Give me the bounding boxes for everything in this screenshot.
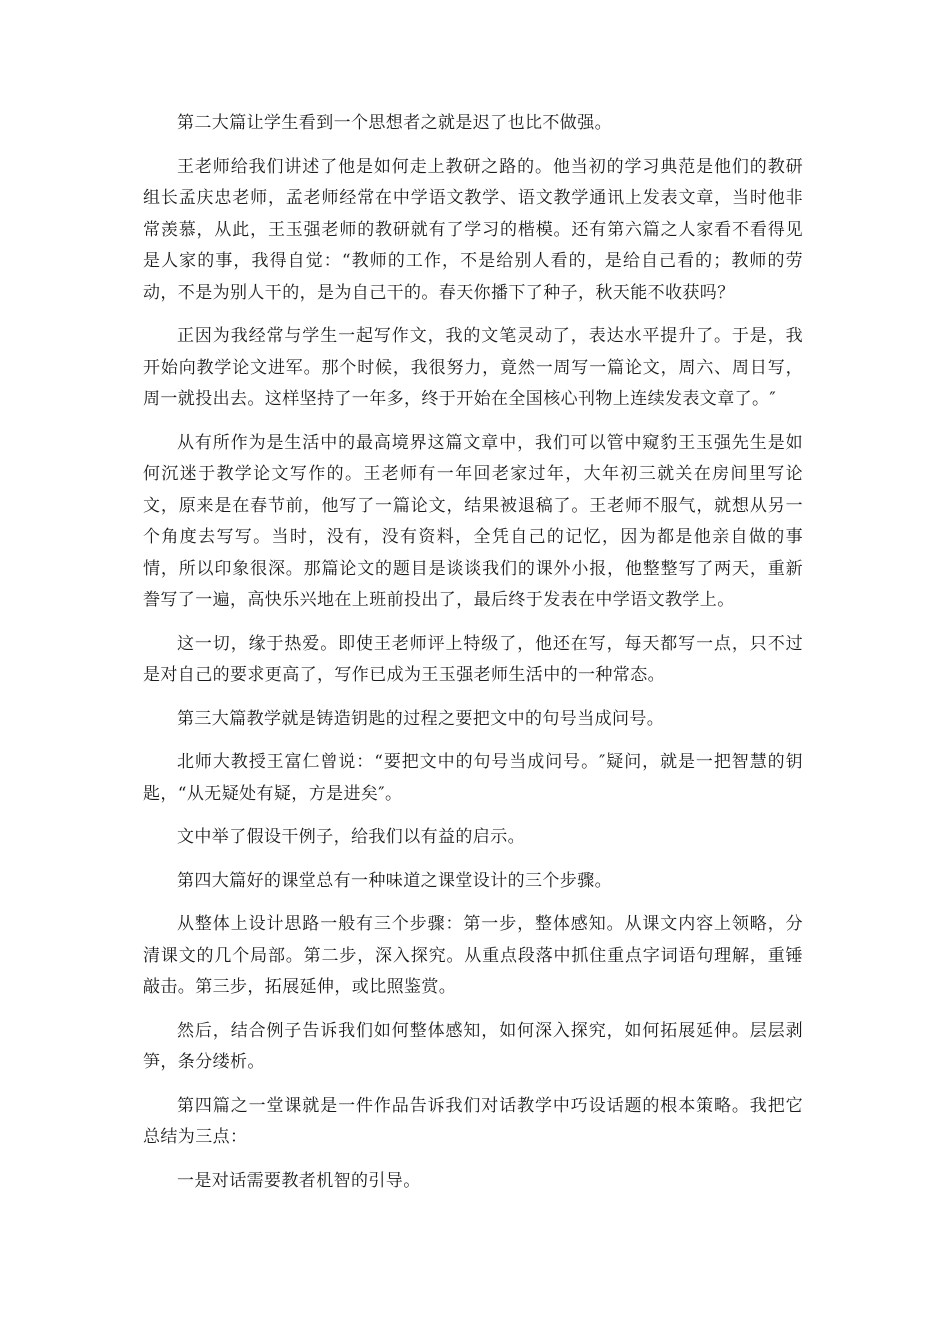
paragraph: 第三大篇教学就是铸造钥匙的过程之要把文中的句号当成问号。 (177, 708, 665, 729)
paragraph: 北师大教授王富仁曾说：“要把文中的句号当成问号。″疑问，就是一把智慧的钥匙，“从无疑处有疑，方是进矣″。 (143, 752, 803, 804)
paragraph: 从整体上设计思路一般有三个步骤：第一步，整体感知。从课文内容上领略，分清课文的几个局部。第二步，深入探究。从重点段落中抓住重点字词语句理解，重锤敲击。第三步，拓展延伸，或比照鉴赏。 (143, 914, 803, 997)
paragraph: 第四大篇好的课堂总有一种味道之课堂设计的三个步骤。 (177, 870, 612, 891)
paragraph: 一是对话需要教者机智的引导。 (177, 1170, 421, 1191)
paragraph: 正因为我经常与学生一起写作文，我的文笔灵动了，表达水平提升了。于是，我开始向教学论文进军。那个时候，我很努力，竟然一周写一篇论文，周六、周日写，周一就投出去。这样坚持了一年多，终于开始在全国核心刊物上连续发表文章了。″ (143, 326, 803, 409)
paragraph: 从有所作为是生活中的最高境界这篇文章中，我们可以管中窥豹王玉强先生是如何沉迷于教学论文写作的。王老师有一年回老家过年，大年初三就关在房间里写论文，原来是在春节前，他写了一篇论文，结果被退稿了。王老师不服气，就想从另一个角度去写写。当时，没有，没有资料，全凭自己的记忆，因为都是他亲自做的事情，所以印象很深。那篇论文的题目是谈谈我们的课外小报，他整整写了两天，重新誊写了一遍，高快乐兴地在上班前投出了，最后终于发表在中学语文教学上。 (143, 432, 803, 610)
paragraph: 文中举了假设干例子，给我们以有益的启示。 (177, 827, 525, 847)
paragraph: 第四篇之一堂课就是一件作品告诉我们对话教学中巧设话题的根本策略。我把它总结为三点： (143, 1095, 803, 1147)
paragraph: 这一切，缘于热爱。即使王老师评上特级了，他还在写，每天都写一点，只不过是对自己的要求更高了，写作已成为王玉强老师生活中的一种常态。 (143, 633, 803, 685)
paragraph: 第二大篇让学生看到一个思想者之就是迟了也比不做强。 (177, 113, 612, 133)
document-page (143, 108, 803, 1209)
paragraph: 王老师给我们讲述了他是如何走上教研之路的。他当初的学习典范是他们的教研组长孟庆忠老师，孟老师经常在中学语文教学、语文教学通讯上发表文章，当时他非常羡慕，从此，王玉强老师的教研就有了学习的楷模。还有第六篇之人家看不看得见是人家的事，我得自觉：“教师的工作，不是给别人看的，是给自己看的；教师的劳动，不是为别人干的，是为自己干的。春天你播下了种子，秋天能不收获吗？ (143, 156, 803, 303)
paragraph: 然后，结合例子告诉我们如何整体感知，如何深入探究，如何拓展延伸。层层剥笋，条分缕析。 (143, 1020, 803, 1072)
